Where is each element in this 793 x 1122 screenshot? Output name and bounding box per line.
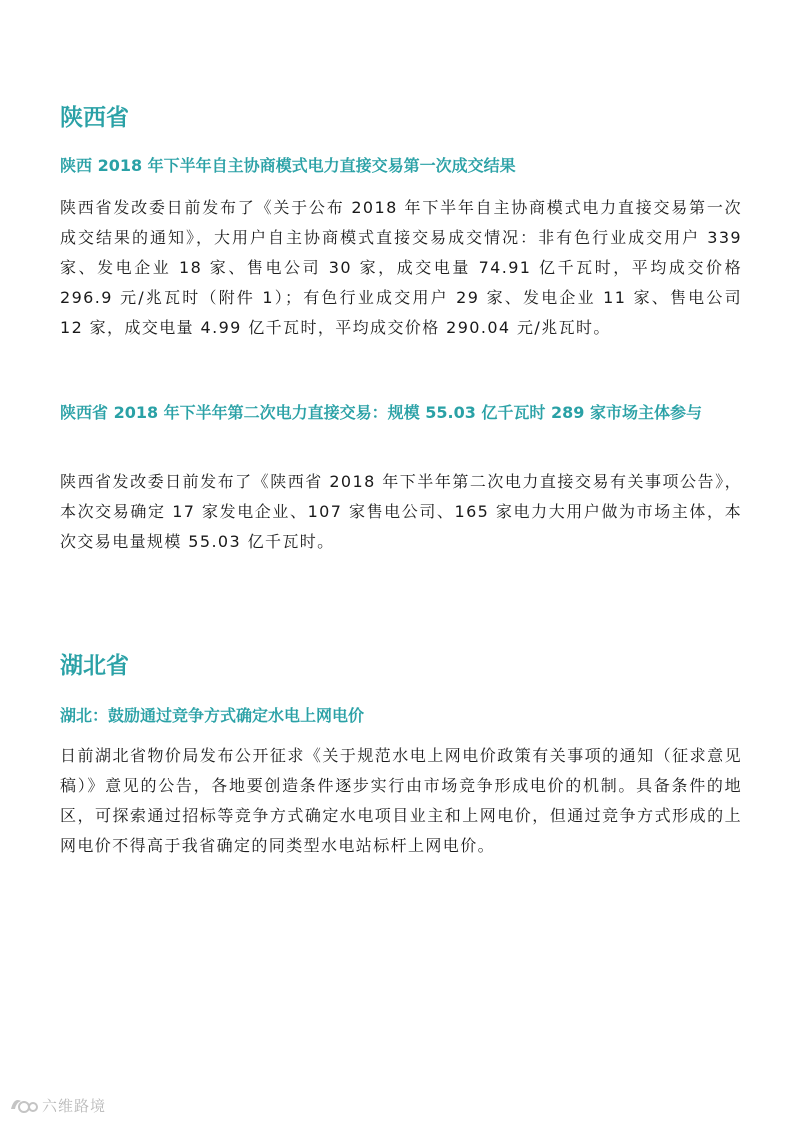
section-title-hubei: 湖北省 [60, 653, 129, 679]
brand-logo-icon [8, 1095, 38, 1115]
article-body-shaanxi-first-trade: 陕西省发改委日前发布了《关于公布 2018 年下半年自主协商模式电力直接交易第一次成交结果的通知》，大用户自主协商模式直接交易成交情况：非有色行业成交用户 339 家、发电企业 18 家、售电公司 30 家，成交电量 74.91 亿千瓦时，平均成交价格 296.9 元/兆瓦时（附件 1）；有色行业成交用户 29 家、发电企业 11 家、售电公司 12 家，成交电量 4.99 亿千瓦时，平均成交价格 290.04 元/兆瓦时。 [60, 198, 742, 337]
article-title-shaanxi-first-trade: 陕西 2018 年下半年自主协商模式电力直接交易第一次成交结果 [60, 156, 516, 175]
watermark-text: 六维路境 [42, 1096, 107, 1115]
watermark [8, 1093, 106, 1117]
section-title-shaanxi: 陕西省 [60, 105, 129, 131]
article-title-shaanxi-second-trade: 陕西省 2018 年下半年第二次电力直接交易：规模 55.03 亿千瓦时 289 家市场主体参与 [60, 403, 702, 422]
article-body-hubei-hydro-price: 日前湖北省物价局发布公开征求《关于规范水电上网电价政策有关事项的通知（征求意见稿）》意见的公告，各地要创造条件逐步实行由市场竞争形成电价的机制。具备条件的地区，可探索通过招标等竞争方式确定水电项目业主和上网电价，但通过竞争方式形成的上网电价不得高于我省确定的同类型水电站标杆上网电价。 [60, 746, 742, 855]
article-title-hubei-hydro-price: 湖北：鼓励通过竞争方式确定水电上网电价 [60, 706, 365, 725]
article-body-shaanxi-second-trade: 陕西省发改委日前发布了《陕西省 2018 年下半年第二次电力直接交易有关事项公告》，本次交易确定 17 家发电企业、107 家售电公司、165 家电力大用户做为市场主体，本次交易电量规模 55.03 亿千瓦时。 [60, 472, 742, 551]
